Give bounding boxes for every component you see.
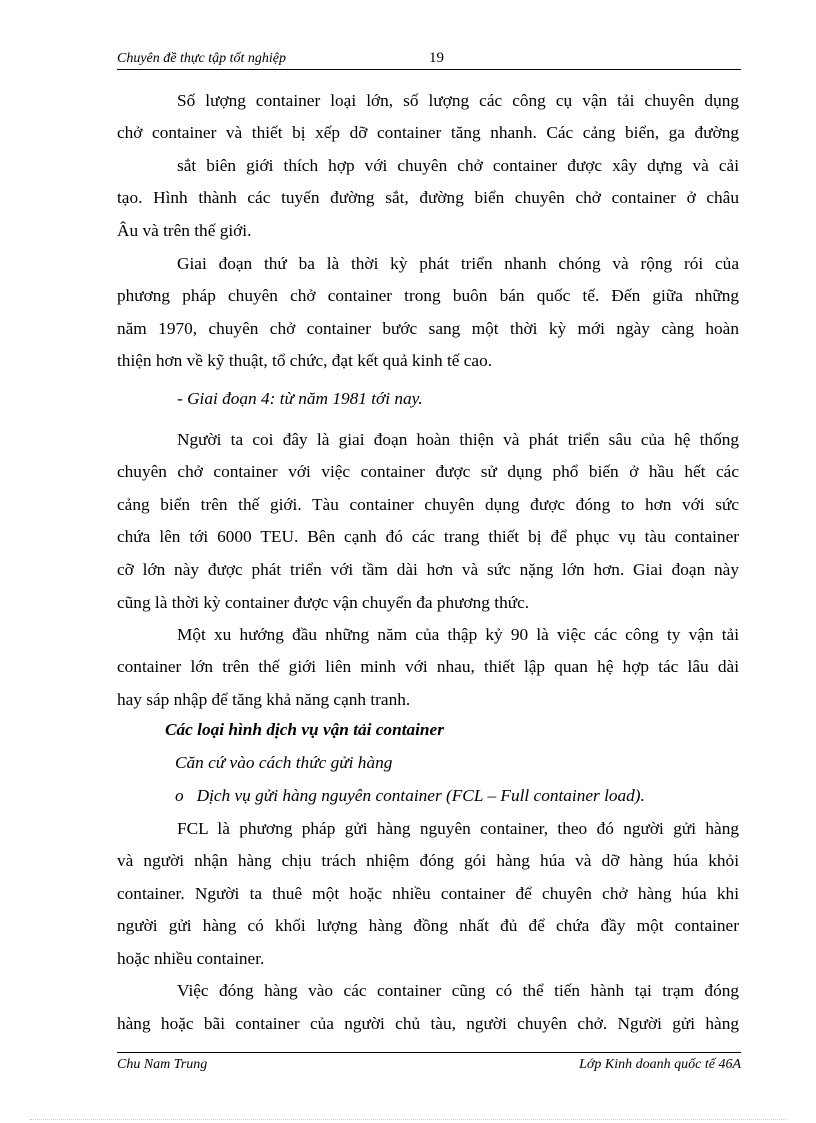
text-line: hàng hoặc bãi container của người chủ tàu, người chuyên chở. Người gửi hàng: [117, 1014, 739, 1033]
page-number: 19: [429, 50, 444, 66]
text-line: năm 1970, chuyên chở container bước sang một thời kỳ mới ngày càng hoàn: [117, 319, 739, 338]
text-line: người gửi hàng có khối lượng hàng đồng nhất đủ để chứa đầy một container: [117, 916, 739, 935]
text-line: phương pháp chuyên chở container trong buôn bán quốc tế. Đến giữa những: [117, 286, 739, 305]
text-line: Việc đóng hàng vào các container cũng có thể tiến hành tại trạm đóng: [177, 981, 739, 1000]
text-line: cảng biển trên thế giới. Tàu container chuyên dụng được đóng to hơn với sức: [117, 495, 739, 514]
subsection-heading: Căn cứ vào cách thức gửi hàng: [175, 753, 393, 772]
footer-class: Lớp Kinh doanh quốc tế 46A: [579, 1057, 741, 1072]
text-line: thiện hơn về kỹ thuật, tổ chức, đạt kết quả kinh tế cao.: [117, 351, 493, 370]
text-line: hoặc nhiều container.: [117, 949, 265, 968]
text-line: Âu và trên thế giới.: [117, 221, 252, 240]
text-line: cỡ lớn này được phát triển với tầm dài hơn và sức nặng lớn hơn. Giai đoạn này: [117, 560, 739, 579]
text-line: Giai đoạn thứ ba là thời kỳ phát triển nhanh chóng và rộng rói của: [177, 254, 739, 273]
text-line: FCL là phương pháp gửi hàng nguyên container, theo đó người gửi hàng: [177, 819, 739, 838]
text-line: Số lượng container loại lớn, số lượng các công cụ vận tải chuyên dụng: [177, 91, 739, 110]
bullet-item: o Dịch vụ gửi hàng nguyên container (FCL – Full container load).: [175, 786, 645, 805]
section-heading: Các loại hình dịch vụ vận tải container: [165, 720, 444, 739]
text-line: container. Người ta thuê một hoặc nhiều container để chuyên chở hàng húa khi: [117, 884, 739, 903]
text-line: sắt biên giới thích hợp với chuyên chở container được xây dựng và cải: [177, 156, 739, 175]
text-line: chuyên chở container với việc container được sử dụng phổ biến ở hầu hết các: [117, 462, 739, 481]
footer-author: Chu Nam Trung: [117, 1057, 208, 1072]
text-line: hay sáp nhập để tăng khả năng cạnh tranh.: [117, 690, 411, 709]
text-line: chứa lên tới 6000 TEU. Bên cạnh đó các trang thiết bị để phục vụ tàu container: [117, 527, 739, 546]
text-line: và người nhận hàng chịu trách nhiệm đóng gói hàng húa và dỡ hàng húa khỏi: [117, 851, 739, 870]
text-line: Một xu hướng đầu những năm của thập kỷ 90 là việc các công ty vận tải: [177, 625, 739, 644]
page-header: [117, 49, 741, 70]
page-bottom-border: [30, 1119, 786, 1120]
text-line: chở container và thiết bị xếp dỡ container tăng nhanh. Các cảng biển, ga đường: [117, 123, 739, 142]
section-heading-stage-4: - Giai đoạn 4: từ năm 1981 tới nay.: [177, 389, 423, 408]
header-title: Chuyên đề thực tập tốt nghiệp: [117, 51, 286, 66]
text-line: cũng là thời kỳ container được vận chuyển đa phương thức.: [117, 593, 530, 612]
text-line: tạo. Hình thành các tuyến đường sắt, đường biển chuyên chở container ở châu: [117, 188, 739, 207]
text-line: container lớn trên thế giới liên minh với nhau, thiết lập quan hệ hợp tác lâu dài: [117, 657, 739, 676]
page-footer: [117, 1052, 741, 1072]
text-line: Người ta coi đây là giai đoạn hoàn thiện và phát triển sâu của hệ thống: [177, 430, 739, 449]
